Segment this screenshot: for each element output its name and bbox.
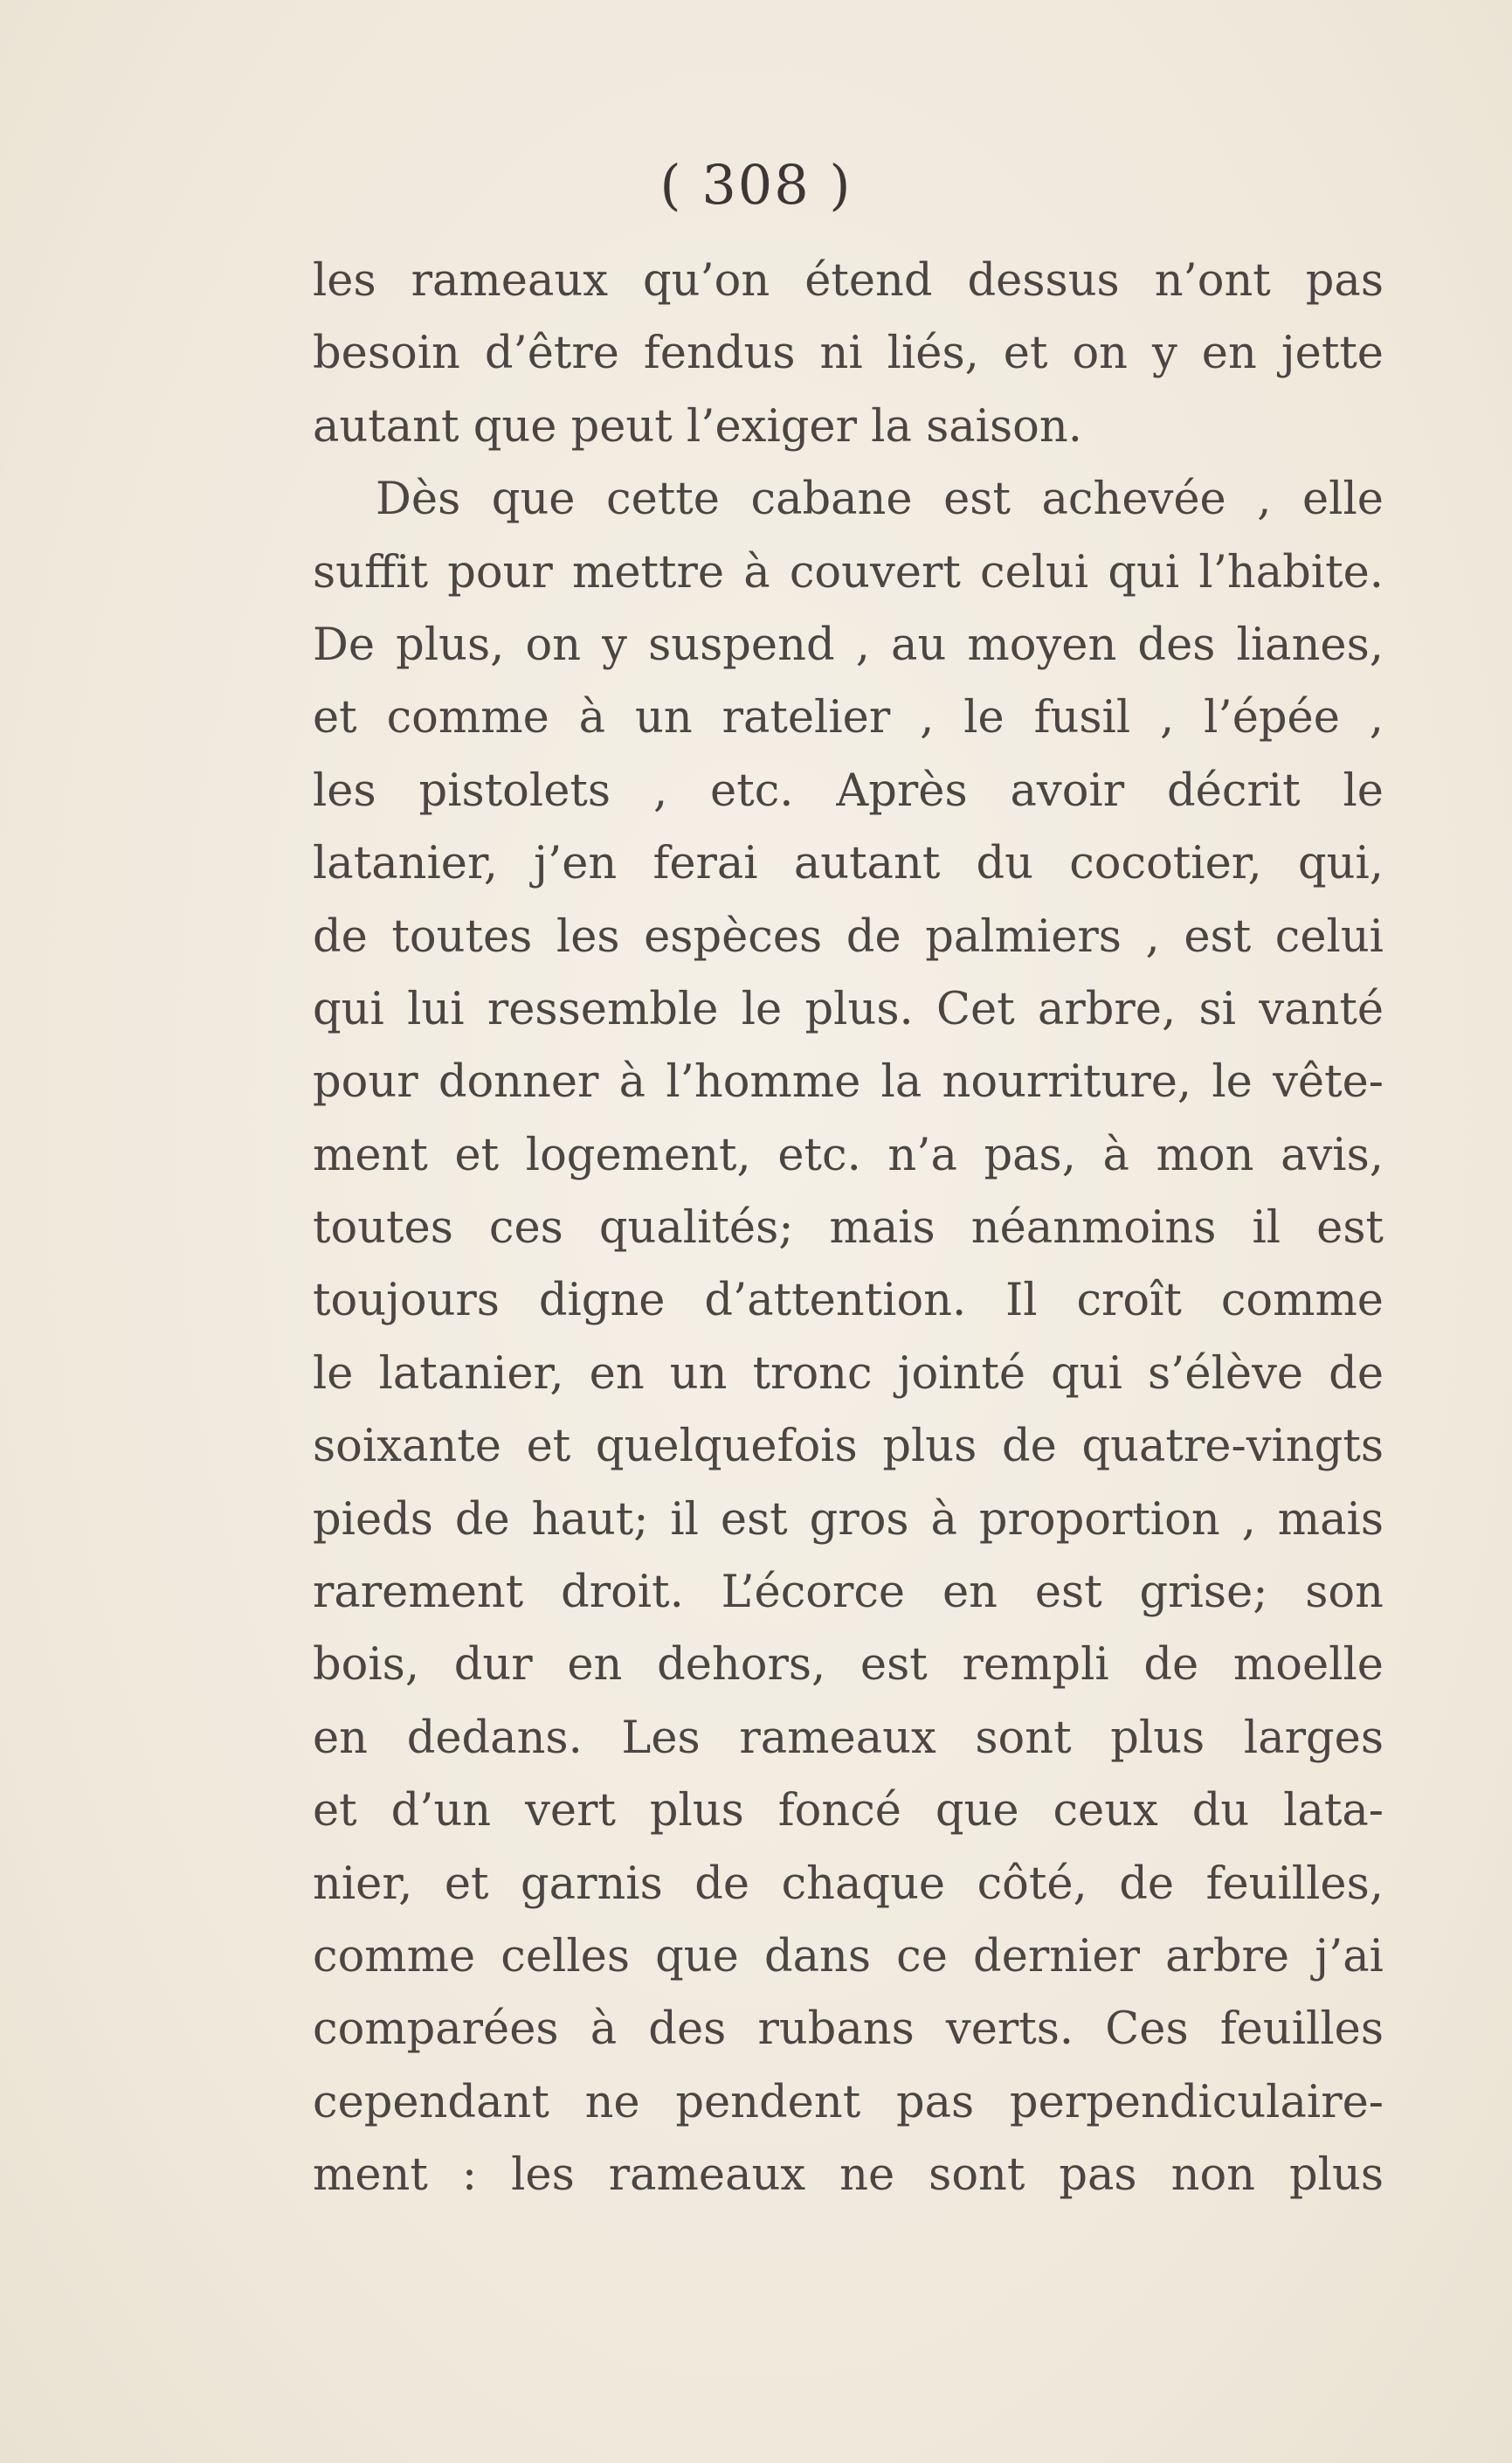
text-line: pour donner à l’homme la nourriture, le vête-	[313, 1056, 1384, 1109]
text-line: ment : les rameaux ne sont pas non plus	[313, 2149, 1384, 2202]
text-line: les pistolets , etc. Après avoir décrit le	[313, 764, 1384, 817]
text-line: les rameaux qu’on étend dessus n’ont pas	[313, 255, 1384, 307]
text-line: en dedans. Les rameaux sont plus larges	[313, 1712, 1384, 1764]
text-line: autant que peut l’exiger la saison.	[313, 400, 1082, 453]
text-line: Dès que cette cabane est achevée , elle	[376, 474, 1384, 526]
text-line: pieds de haut; il est gros à proportion , mais	[313, 1493, 1384, 1546]
text-line: cependant ne pendent pas perpendiculaire-	[313, 2076, 1384, 2128]
text-line: soixante et quelquefois plus de quatre-vingts	[313, 1421, 1384, 1473]
text-line: comparées à des rubans verts. Ces feuilles	[313, 2003, 1384, 2056]
text-line: qui lui ressemble le plus. Cet arbre, si vanté	[313, 983, 1384, 1035]
text-line: bois, dur en dehors, est rempli de moelle	[313, 1639, 1384, 1692]
text-line: latanier, j’en ferai autant du cocotier, qui,	[313, 838, 1384, 890]
text-line: toujours digne d’attention. Il croît comme	[313, 1275, 1384, 1327]
text-line: nier, et garnis de chaque côté, de feuilles,	[313, 1858, 1384, 1910]
text-line: suffit pour mettre à couvert celui qui l’habite.	[313, 546, 1384, 598]
text-line: De plus, on y suspend , au moyen des lianes,	[313, 619, 1384, 671]
text-line: besoin d’être fendus ni liés, et on y en jette	[313, 328, 1384, 380]
text-line: et d’un vert plus foncé que ceux du lata-	[313, 1785, 1384, 1837]
text-line: le latanier, en un tronc jointé qui s’élève de	[313, 1347, 1384, 1400]
body-text	[313, 245, 1384, 2212]
text-line: ment et logement, etc. n’a pas, à mon avis,	[313, 1129, 1384, 1181]
text-line: rarement droit. L’écorce en est grise; son	[313, 1567, 1384, 1619]
text-line: toutes ces qualités; mais néanmoins il est	[313, 1202, 1384, 1255]
text-line: de toutes les espèces de palmiers , est celui	[313, 910, 1384, 963]
page-number: ( 308 )	[659, 153, 853, 217]
text-line: comme celles que dans ce dernier arbre j’ai	[313, 1930, 1384, 1982]
text-line: et comme à un ratelier , le fusil , l’épée ,	[313, 692, 1384, 744]
